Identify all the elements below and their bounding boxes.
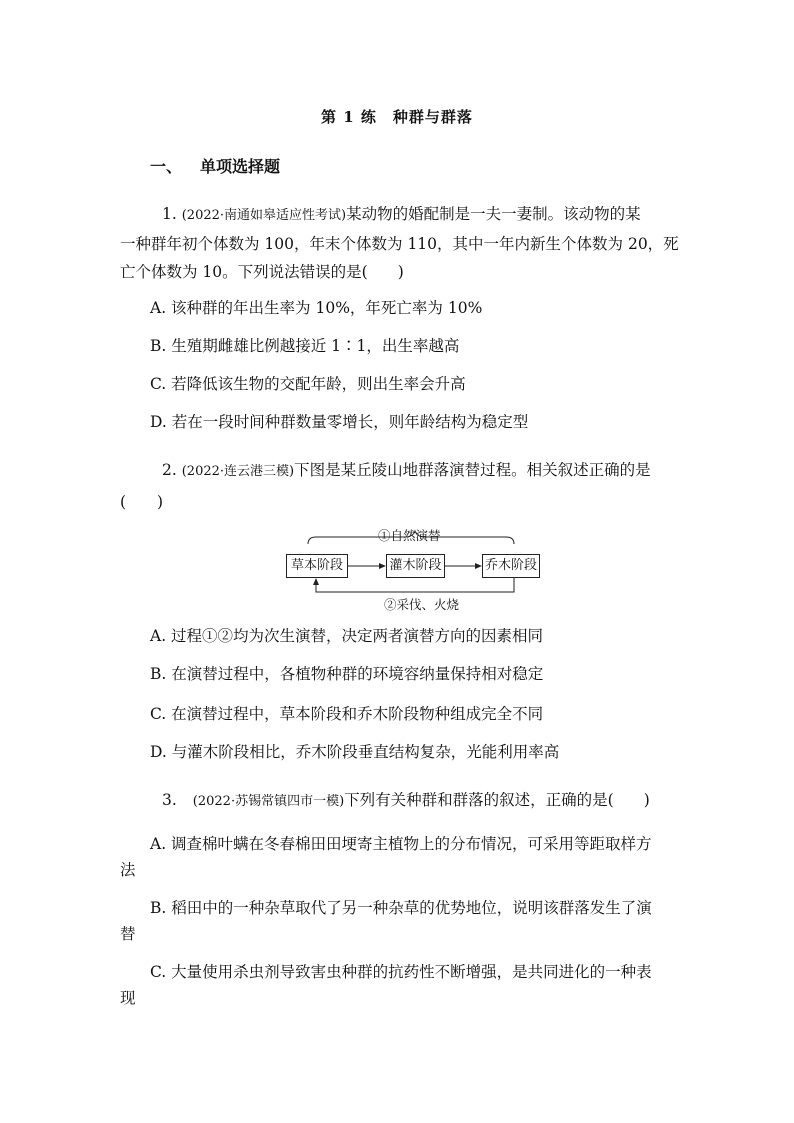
box-tree-stage: 乔木阶段 xyxy=(482,554,540,578)
question-3-stem-1: 下列有关种群和群落的叙述，正确的是( xyxy=(344,791,614,809)
question-3-source: (2022·苏锡常镇四市一模) xyxy=(192,794,345,809)
question-1-option-c: C. 若降低该生物的交配年龄，则出生率会升高 xyxy=(150,375,466,393)
question-2-option-b: B. 在演替过程中，各植物种群的环境容纳量保持相对稳定 xyxy=(150,665,544,683)
arrow-tree-to-herb xyxy=(316,578,514,592)
question-1-number: 1. xyxy=(162,205,177,223)
question-3-number: 3. xyxy=(162,791,177,809)
question-3-option-b-line-2: 替 xyxy=(120,925,136,943)
question-1-line-2: 一种群年初个体数为 100，年末个体数为 110，其中一年内新生个体数为 20，死 xyxy=(120,235,679,253)
question-3-option-a-line-2: 法 xyxy=(120,861,136,879)
question-2-option-d: D. 与灌木阶段相比，乔木阶段垂直结构复杂，光能利用率高 xyxy=(150,743,560,761)
question-1-option-a: A. 该种群的年出生率为 10%，年死亡率为 10% xyxy=(150,299,483,317)
section-label: 单项选择题 xyxy=(200,157,281,176)
question-1-paren-close: ) xyxy=(397,263,404,281)
question-3-option-a-line-1: A. 调查棉叶螨在冬春棉田田埂寄主植物上的分布情况，可采用等距取样方 xyxy=(150,835,652,853)
arrow-head-1 xyxy=(379,563,386,569)
diagram-top-label: ①自然演替 xyxy=(378,528,441,543)
question-3-option-c-line-1: C. 大量使用杀虫剂导致害虫种群的抗药性不断增强，是共同进化的一种表 xyxy=(150,963,652,981)
question-1-line-3 xyxy=(120,262,686,282)
page-title: 第 1 练 种群与群落 xyxy=(321,108,473,126)
succession-diagram xyxy=(280,522,550,614)
section-number: 一、 xyxy=(150,157,183,176)
question-2-stem-1: 下图是某丘陵山地群落演替过程。相关叙述正确的是 xyxy=(294,461,651,479)
question-3-option-c-line-2: 现 xyxy=(120,989,136,1007)
question-2-number: 2. xyxy=(162,461,177,479)
box-shrub-stage: 灌木阶段 xyxy=(386,554,445,578)
question-3-line-1 xyxy=(162,790,728,812)
question-1-option-d: D. 若在一段时间种群数量零增长，则年龄结构为稳定型 xyxy=(150,413,529,431)
question-1-stem-1: 某动物的婚配制是一夫一妻制。该动物的某 xyxy=(346,205,641,223)
question-1-stem-3: 亡个体数为 10。下列说法错误的是( xyxy=(120,263,368,281)
question-3-option-b-line-1: B. 稻田中的一种杂草取代了另一种杂草的优势地位，说明该群落发生了演 xyxy=(150,899,652,917)
section-heading xyxy=(150,154,280,177)
question-1-source: (2022·南通如皋适应性考试) xyxy=(181,208,347,223)
question-2-option-c: C. 在演替过程中，草本阶段和乔木阶段物种组成完全不同 xyxy=(150,705,544,723)
arrow-head-3 xyxy=(313,578,319,585)
arrow-head-2 xyxy=(475,563,482,569)
question-2-line-1 xyxy=(162,460,728,482)
question-1-option-b: B. 生殖期雌雄比例越接近 1∶1，出生率越高 xyxy=(150,337,460,355)
question-2-line-2: ( ) xyxy=(120,493,164,511)
question-2-source: (2022·连云港三模) xyxy=(181,464,295,479)
diagram-bottom-label: ②采伐、火烧 xyxy=(384,597,460,612)
question-3-paren-close: ) xyxy=(643,791,650,809)
question-1-line-1 xyxy=(162,204,728,226)
question-2-option-a: A. 过程①②均为次生演替，决定两者演替方向的因素相同 xyxy=(150,627,544,645)
box-herb-stage: 草本阶段 xyxy=(286,554,348,578)
